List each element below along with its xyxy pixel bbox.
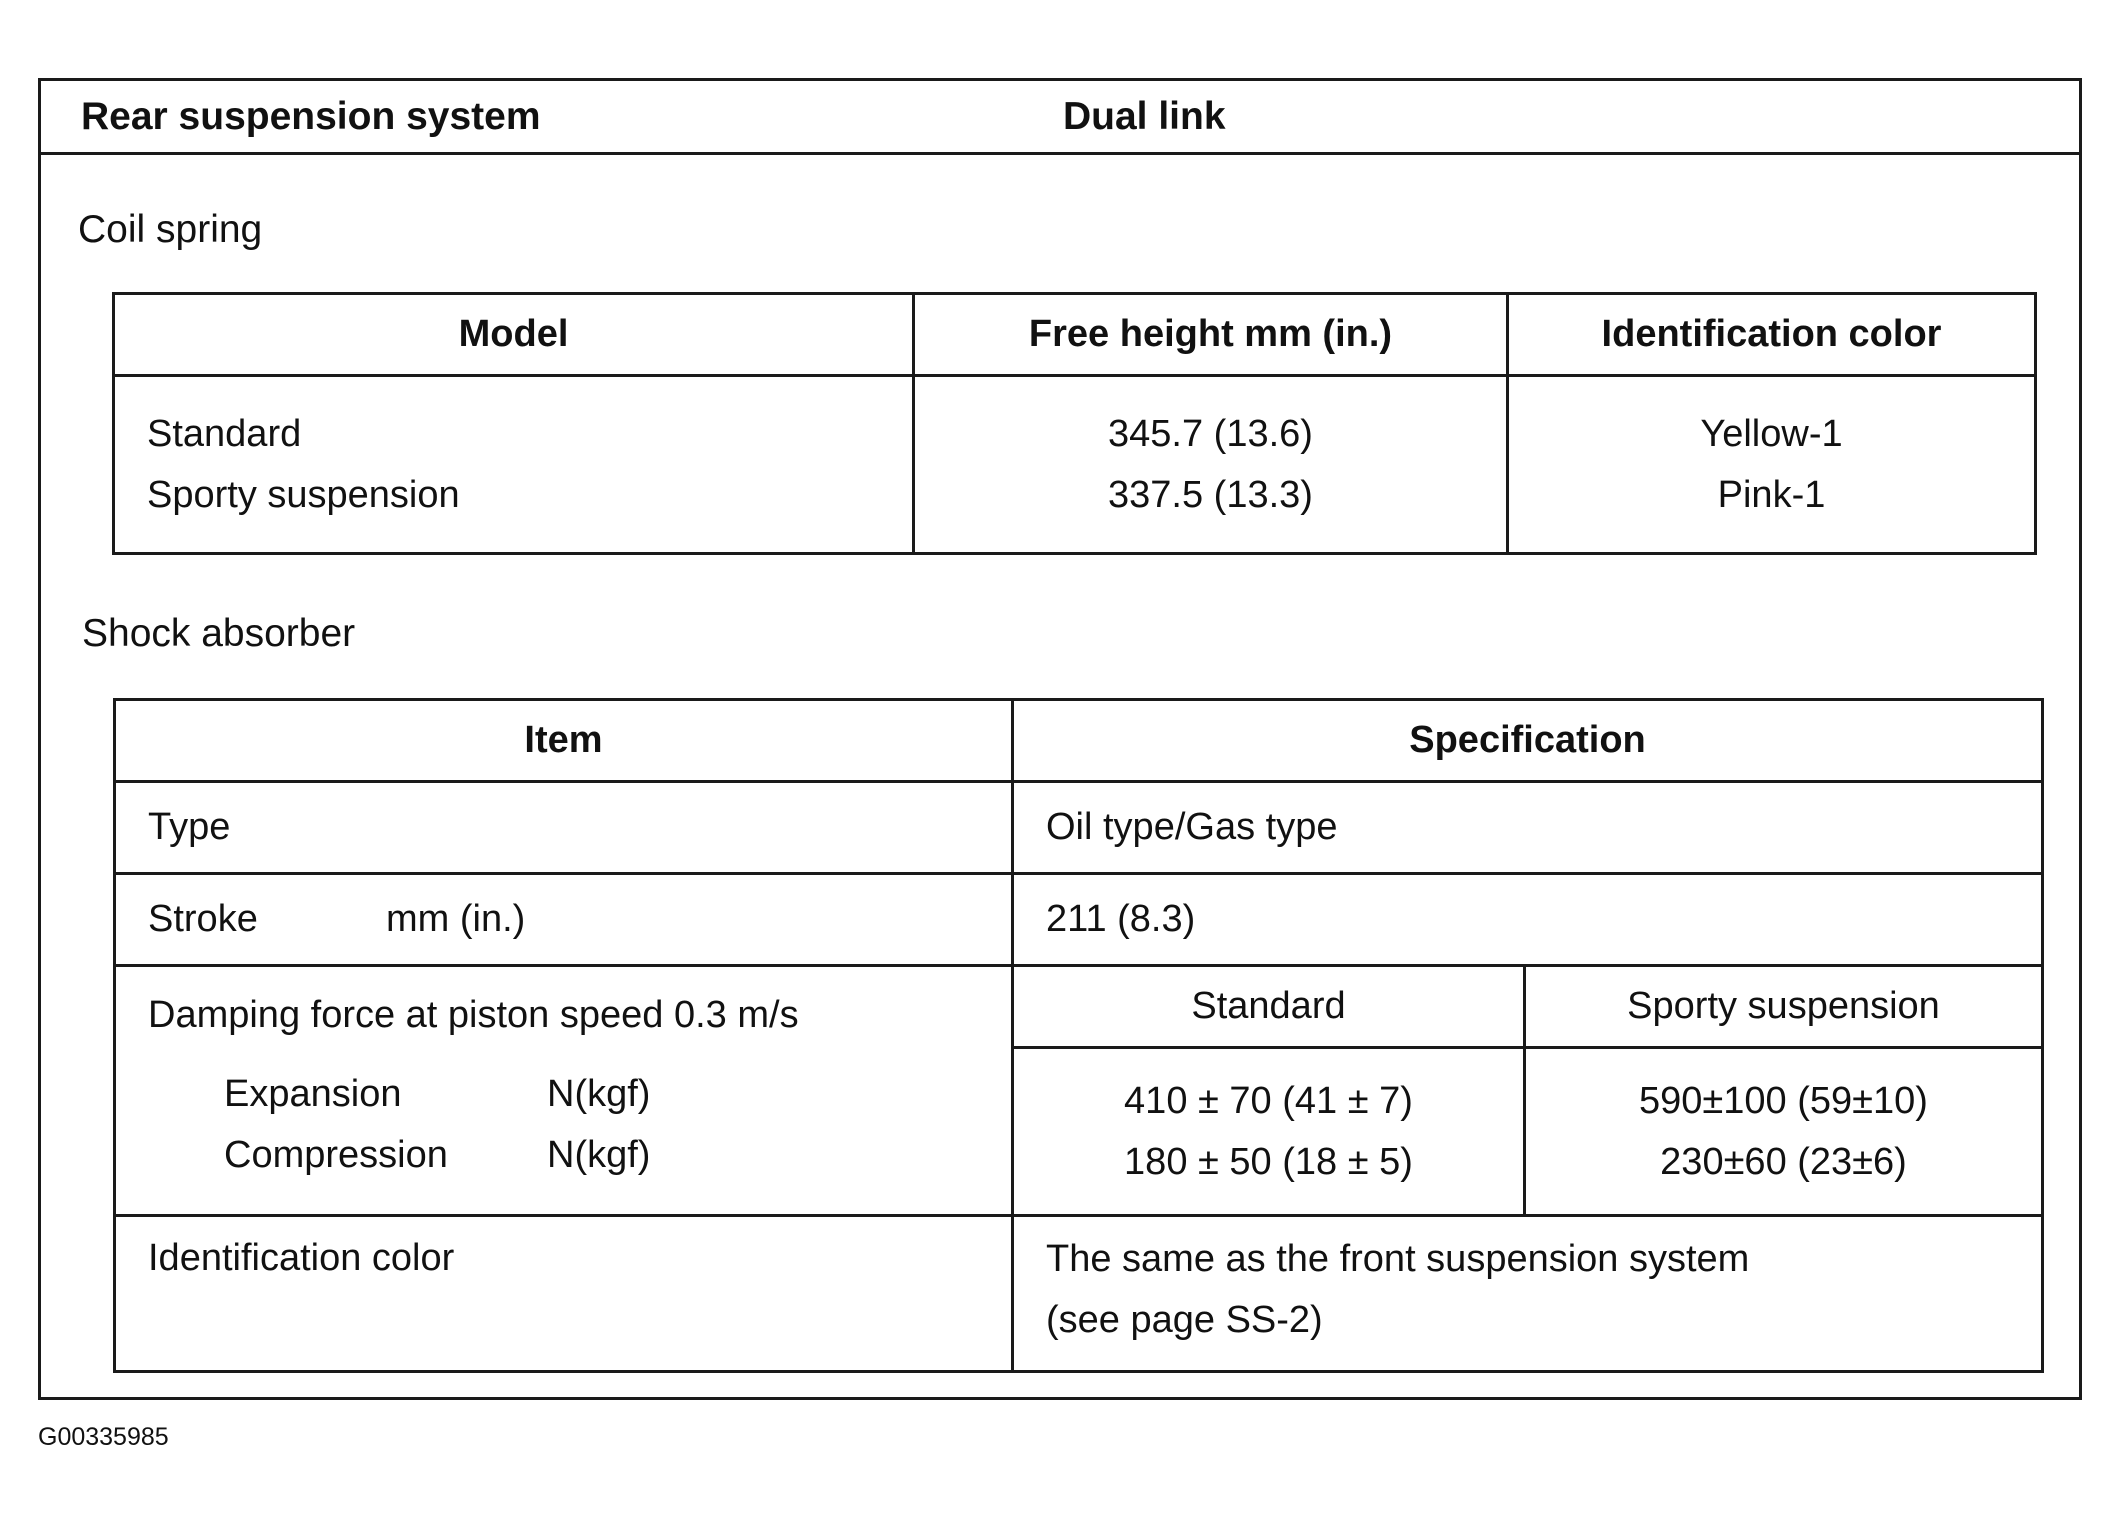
col-free-height: Free height mm (in.): [914, 294, 1508, 376]
damping-subheader-row: [115, 966, 2043, 1048]
color-cell: [1508, 376, 2036, 554]
compression-label: Compression: [224, 1134, 448, 1176]
free-height-sporty: 337.5 (13.3): [1108, 473, 1313, 516]
damping-label-cell: [115, 966, 1013, 1216]
col-item: Item: [115, 700, 1013, 782]
damping-col-standard: Standard: [1013, 966, 1525, 1048]
compression-standard: 180 ± 50 (18 ± 5): [1124, 1140, 1413, 1183]
system-value: Dual link: [1063, 95, 1226, 138]
coil-spring-data-row: [114, 376, 2036, 554]
figure-code: G00335985: [38, 1423, 169, 1451]
model-sporty: Sporty suspension: [147, 473, 460, 516]
coil-spring-title: Coil spring: [78, 208, 263, 251]
col-specification: Specification: [1013, 700, 2043, 782]
system-label: Rear suspension system: [81, 95, 541, 138]
expansion-line: [148, 1064, 1011, 1125]
stroke-label-cell: [115, 874, 1013, 966]
damping-standard-cell: [1013, 1048, 1525, 1216]
identification-label: Identification color: [115, 1216, 1013, 1372]
shock-absorber-table: [113, 698, 2044, 1373]
stroke-row: [115, 874, 2043, 966]
expansion-label: Expansion: [224, 1073, 402, 1115]
expansion-standard: 410 ± 70 (41 ± 7): [1124, 1079, 1413, 1122]
color-standard: Yellow-1: [1700, 412, 1843, 455]
compression-unit: N(kgf): [547, 1134, 651, 1176]
expansion-unit: N(kgf): [547, 1073, 651, 1115]
model-cell: [114, 376, 914, 554]
coil-spring-header-row: [114, 294, 2036, 376]
identification-value-line1: The same as the front suspension system: [1046, 1238, 1750, 1280]
damping-sporty-cell: [1525, 1048, 2043, 1216]
shock-header-row: [115, 700, 2043, 782]
shock-absorber-title: Shock absorber: [82, 612, 356, 655]
identification-row: [115, 1216, 2043, 1372]
free-height-standard: 345.7 (13.6): [1108, 412, 1313, 455]
col-identification-color: Identification color: [1508, 294, 2036, 376]
compression-sporty: 230±60 (23±6): [1660, 1140, 1907, 1183]
compression-line: [148, 1125, 1011, 1186]
col-model: Model: [114, 294, 914, 376]
type-value: Oil type/Gas type: [1013, 782, 2043, 874]
type-label: Type: [115, 782, 1013, 874]
model-standard: Standard: [147, 412, 302, 455]
expansion-sporty: 590±100 (59±10): [1639, 1079, 1928, 1122]
damping-label: Damping force at piston speed 0.3 m/s: [148, 994, 799, 1036]
free-height-cell: [914, 376, 1508, 554]
damping-col-sporty: Sporty suspension: [1525, 966, 2043, 1048]
header-row: [41, 81, 2079, 155]
stroke-label: Stroke: [148, 898, 258, 940]
stroke-value: 211 (8.3): [1013, 874, 2043, 966]
type-row: [115, 782, 2043, 874]
stroke-unit: mm (in.): [386, 898, 526, 940]
identification-value-cell: [1013, 1216, 2043, 1372]
color-sporty: Pink-1: [1717, 473, 1826, 516]
identification-value-line2: (see page SS-2): [1046, 1299, 1323, 1341]
coil-spring-table: [112, 292, 2037, 555]
